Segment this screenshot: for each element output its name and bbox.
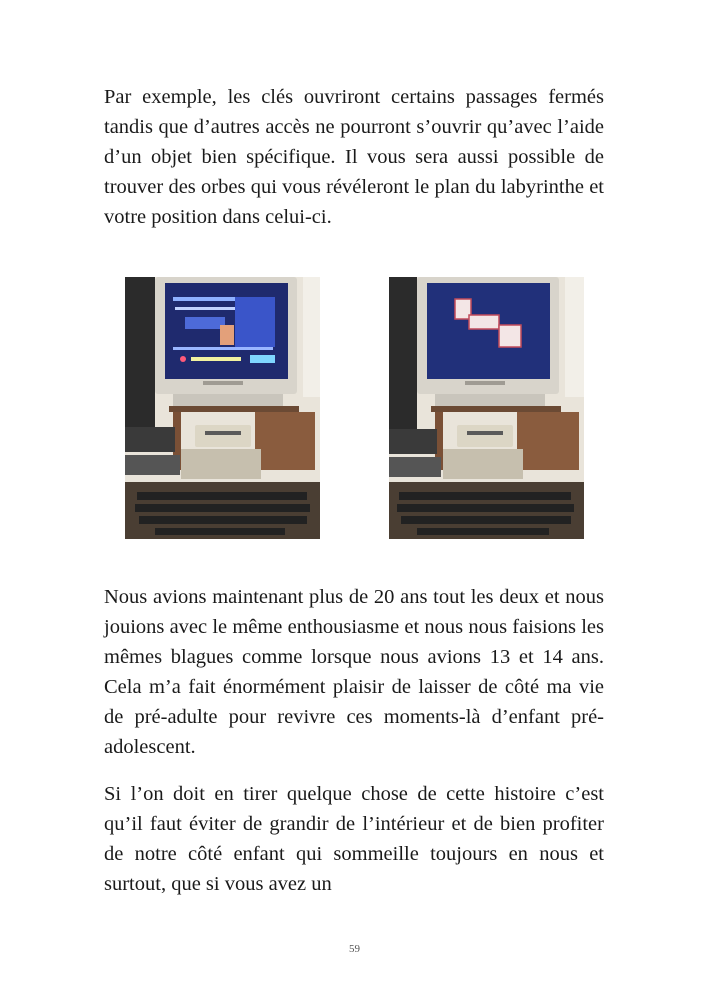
photo-game-level [125,277,320,539]
photo-labyrinth-map [389,277,584,539]
paragraph-3: Si l’on doit en tirer quelque chose de cette histoire c’est qu’il faut éviter de grandir de l’intérieur et de bien profiter de notre côté enfant qui sommeille toujours en nous et surtout, que si vous avez un [104,783,604,895]
paragraph-2: Nous avions maintenant plus de 20 ans tout les deux et nous jouions avec le même enthousiasme et nous nous faisions les mêmes blagues comme lorsque nous avions 13 et 14 ans. Cela m’a fait énormément plaisir de laisser de côté ma vie de pré-adulte pour revivre ces moments-là d’enfant pré-adolescent. [104,586,604,758]
page-number: 59 [349,943,360,955]
paragraph-1: Par exemple, les clés ouvriront certains passages fermés tandis que d’autres accès ne pourront s’ouvrir qu’avec l’aide d’un objet bien spécifique. Il vous sera aussi possible de trouver des orbes qui vous révéleront le plan du labyrinthe et votre position dans celui-ci. [104,86,604,228]
